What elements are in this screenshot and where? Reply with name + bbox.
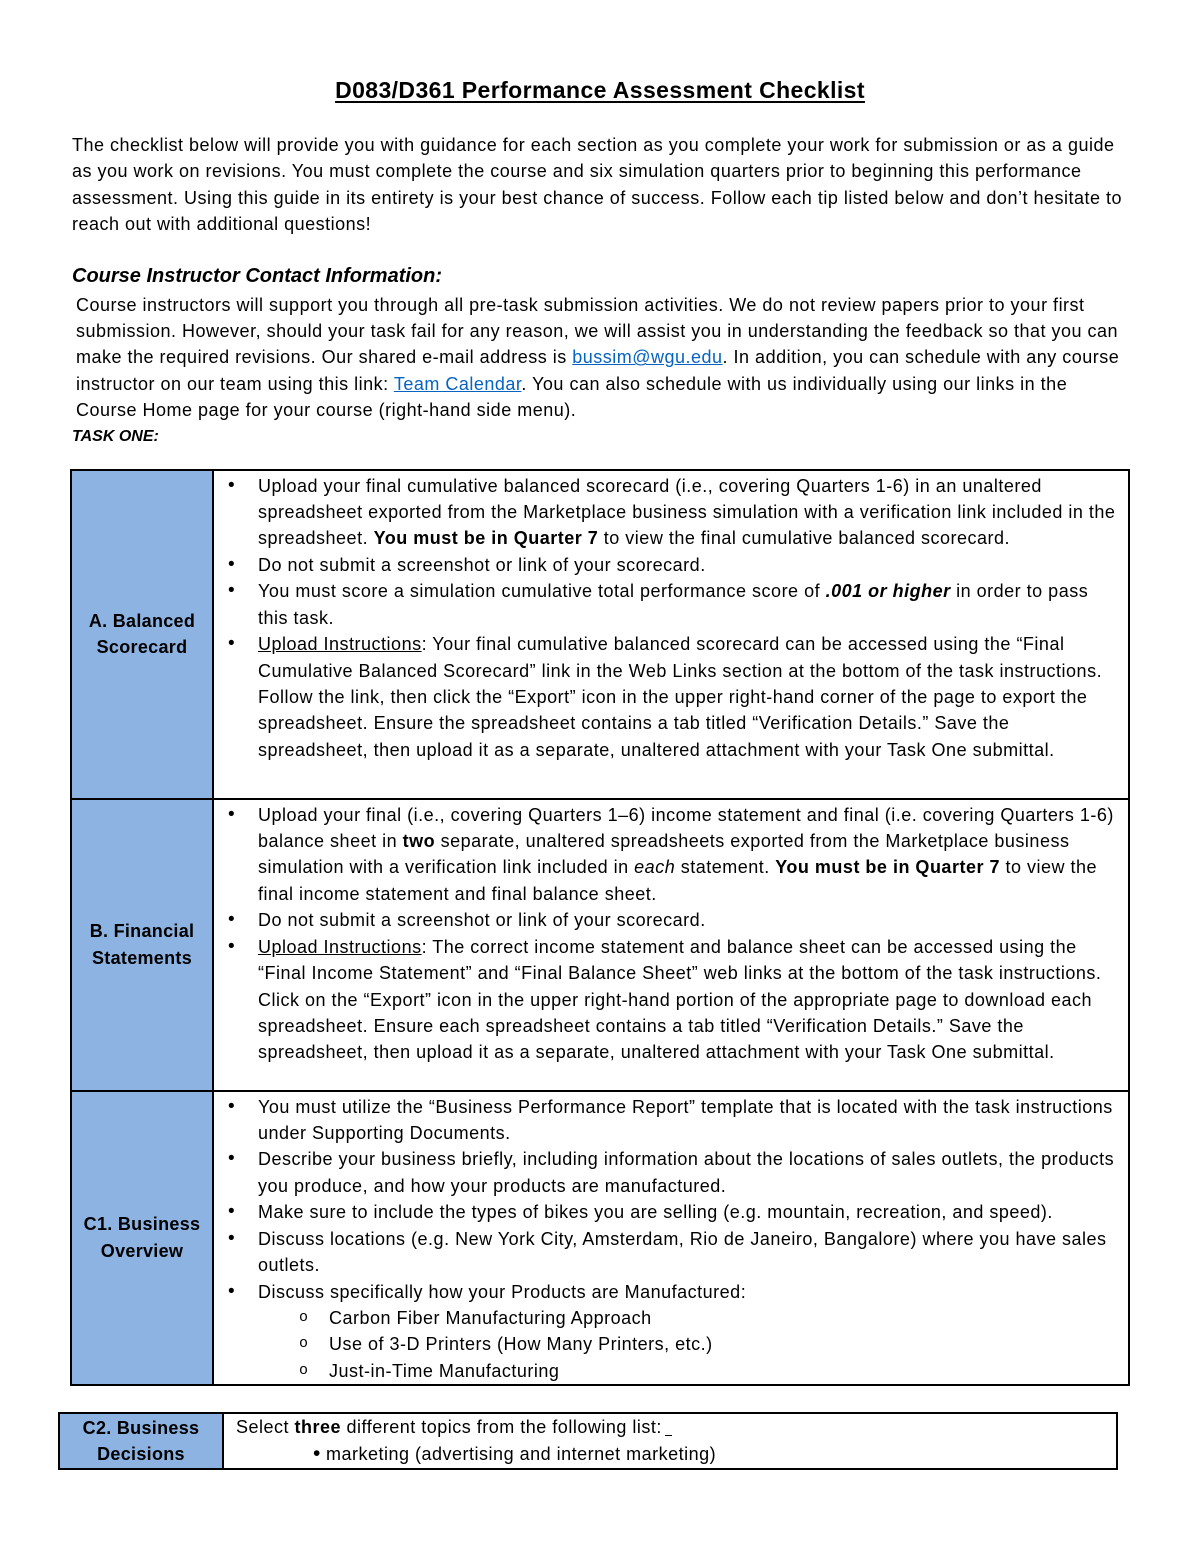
contact-text: Course instructors will support you through all pre-task submission activities. We do not review papers prior to your first submission. However, should your task fail for any reason, we will assist you in understanding the feedback so that you can make the required revisions. Our shared e-mail address is: [76, 294, 1119, 368]
bullet-text: : The correct income statement and balance sheet can be accessed using the “Final Income Statement” and “Final Balance Sheet” web links at the bottom of the task instructions. Click on the “Export” icon in the upper right-hand portion of the appropriate page to download each spreadsheet. Ensure each spreadsheet contains a tab titled “Verification Details.” Save the spreadsheet, then upload it as a separate, unaltered attachment with your Task One submittal.: [258, 936, 1102, 1063]
instruction-text: Select: [236, 1417, 295, 1438]
bold-italic-emphasis: .001 or higher: [825, 581, 951, 602]
section-content-financial-statements: [213, 799, 1129, 1091]
sub-bullet-list: [258, 1305, 1118, 1384]
list-item: [258, 1279, 1118, 1385]
contact-paragraph: [76, 292, 1128, 424]
email-link[interactable]: bussim@wgu.edu: [572, 347, 723, 368]
sub-list-item: o Just-in-Time Manufacturing: [329, 1358, 1118, 1384]
bold-emphasis: You must be in Quarter 7: [775, 857, 1000, 878]
bullet-text: Do not submit a screenshot or link of your scorecard.: [258, 910, 706, 931]
bullet-text: : Your final cumulative balanced scorecard can be accessed using the “Final Cumulative Balanced Scorecard” link in the Web Links section at the bottom of the task instructions. Follow the link, then click the “Export” icon in the upper right-hand corner of the page to export the spreadsheet. Ensure the spreadsheet contains a tab titled “Verification Details.” Save the spreadsheet, then upload it as a separate, unaltered attachment with your Task One submittal.: [258, 634, 1103, 760]
sub-list-item: o Carbon Fiber Manufacturing Approach: [329, 1305, 1118, 1331]
bullet-list: [214, 1094, 1118, 1384]
list-item: [258, 552, 1118, 578]
list-item: [258, 1226, 1118, 1279]
bullet-text: You must utilize the “Business Performance Report” template that is located with the task instructions under Supporting Documents.: [258, 1096, 1113, 1144]
bold-emphasis: three: [294, 1417, 342, 1438]
bullet-text: to view the final income statement and final balance sheet.: [258, 857, 1098, 904]
bullet-text: Upload your final (i.e., covering Quarters 1–6) income statement and final (i.e. covering Quarters 1-6) balance sheet in: [258, 804, 1114, 852]
section-row-balanced-scorecard: [71, 470, 1129, 799]
bullet-text: Make sure to include the types of bikes you are selling (e.g. mountain, recreation, and speed).: [258, 1202, 1053, 1223]
upload-instructions-label: Upload Instructions: [258, 936, 422, 957]
upload-instructions-label: Upload Instructions: [258, 634, 422, 655]
bullet-text: in order to pass this task.: [258, 581, 1089, 628]
list-item: [258, 907, 1118, 933]
section-content-balanced-scorecard: [213, 470, 1129, 799]
page-title: D083/D361 Performance Assessment Checklist: [335, 77, 865, 103]
section-content-business-decisions: [223, 1413, 1117, 1469]
list-item: [258, 473, 1118, 552]
bullet-text: Upload your final cumulative balanced scorecard (i.e., covering Quarters 1-6) in an unaltered spreadsheet exported from the Marketplace business simulation with a verification link included in the spreadsheet.: [258, 475, 1116, 549]
section-row-financial-statements: [71, 799, 1129, 1091]
business-decisions-table: [58, 1412, 1118, 1470]
list-item: [258, 802, 1118, 908]
bullet-text: statement.: [675, 857, 776, 878]
bullet-text: to view the final cumulative balanced scorecard.: [598, 528, 1010, 549]
bullet-text: separate, unaltered spreadsheets exported from the Marketplace business simulation with a verification link included in: [258, 831, 1070, 878]
section-row-business-overview: [71, 1091, 1129, 1385]
underlined-space: [665, 1435, 672, 1436]
team-calendar-link[interactable]: Team Calendar: [393, 373, 522, 394]
topics-instruction: [236, 1414, 1106, 1440]
section-label-financial-statements: B. Financial Statements: [71, 799, 213, 1091]
instruction-text: different topics from the following list:: [341, 1417, 662, 1438]
bullet-text: Do not submit a screenshot or link of your scorecard.: [258, 554, 706, 575]
list-item: [258, 1199, 1118, 1225]
bold-emphasis: two: [402, 831, 436, 852]
list-item: [258, 631, 1118, 763]
section-label-balanced-scorecard: A. Balanced Scorecard: [71, 470, 213, 799]
sub-list-item: o Use of 3-D Printers (How Many Printers, etc.): [329, 1331, 1118, 1357]
bold-emphasis: You must be in Quarter 7: [373, 528, 599, 549]
list-item: [258, 934, 1118, 1066]
topic-bullet-list: [236, 1441, 1106, 1467]
bullet-list: [214, 802, 1118, 1066]
section-label-business-decisions: C2. Business Decisions: [59, 1413, 223, 1469]
list-item: [258, 1146, 1118, 1199]
section-row-business-decisions: [59, 1413, 1117, 1469]
task-one-label: TASK ONE:: [72, 427, 159, 445]
bullet-text: Discuss specifically how your Products are Manufactured:: [258, 1281, 747, 1302]
italic-emphasis: each: [634, 857, 676, 878]
list-item: [258, 578, 1118, 631]
section-content-business-overview: [213, 1091, 1129, 1385]
list-item: [258, 1094, 1118, 1147]
bullet-list: [214, 473, 1118, 763]
section-label-business-overview: C1. Business Overview: [71, 1091, 213, 1385]
task-one-checklist-table: [70, 469, 1130, 1386]
contact-text: . In addition, you can schedule with any course instructor on our team using this link:: [76, 347, 1120, 394]
bullet-text: Describe your business briefly, including information about the locations of sales outlets, the products you produce, and how your products are manufactured.: [258, 1149, 1115, 1196]
contact-text: . You can also schedule with us individually using our links in the Course Home page for your course (right-hand side menu).: [76, 373, 1068, 421]
topic-list-item: • marketing (advertising and internet marketing): [326, 1441, 1106, 1467]
intro-paragraph: The checklist below will provide you with guidance for each section as you complete your work for submission or as a guide as you work on revisions. You must complete the course and six simulation quarters prior to beginning this performance assessment. Using this guide in its entirety is your best chance of success. Follow each tip listed below and don’t hesitate to reach out with additional questions!: [72, 135, 1123, 235]
contact-heading: Course Instructor Contact Information:: [72, 264, 443, 287]
bullet-text: You must score a simulation cumulative total performance score of: [258, 581, 826, 602]
bullet-text: Discuss locations (e.g. New York City, Amsterdam, Rio de Janeiro, Bangalore) where you have sales outlets.: [258, 1228, 1107, 1276]
